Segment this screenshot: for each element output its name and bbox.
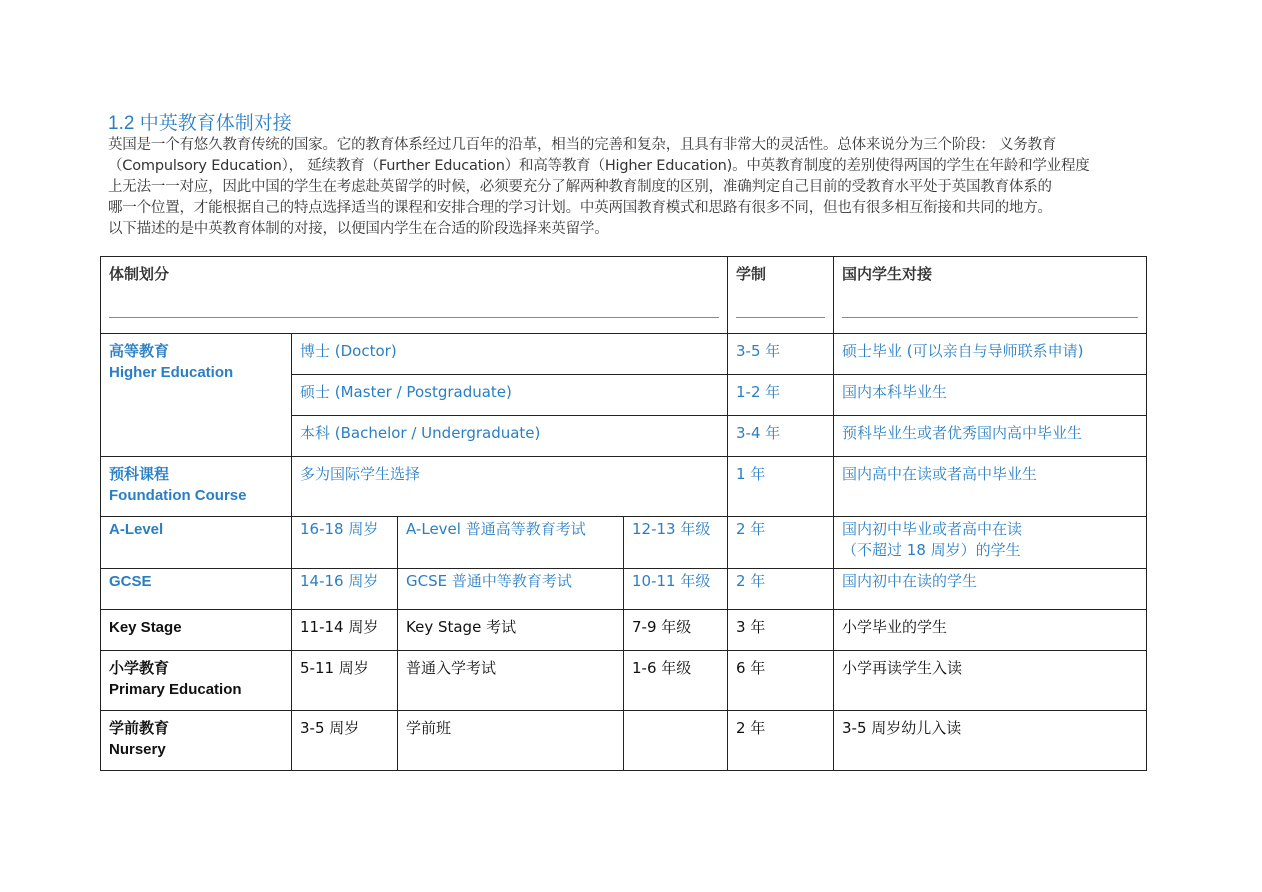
nursery-cell	[101, 711, 292, 771]
alevel-domestic	[834, 517, 1147, 569]
table-row	[101, 457, 1147, 517]
keystage-age: 11-14 周岁	[292, 610, 398, 651]
nursery-duration: 2 年	[728, 711, 834, 771]
foundation-duration: 1 年	[728, 457, 834, 517]
education-table	[100, 256, 1147, 771]
primary-grade: 1-6 年级	[624, 651, 728, 711]
doctor-degree: 博士 (Doctor)	[292, 334, 728, 375]
intro-line: 上无法一一对应，因此中国的学生在考虑赴英留学的时候，必须要充分了解两种教育制度的区别，准确判定自己目前的受教育水平处于英国教育体系的	[108, 179, 1052, 195]
doctor-duration: 3-5 年	[728, 334, 834, 375]
keystage-grade: 7-9 年级	[624, 610, 728, 651]
header-domestic-cell	[834, 257, 1147, 334]
bachelor-duration: 3-4 年	[728, 416, 834, 457]
bachelor-degree: 本科 (Bachelor / Undergraduate)	[292, 416, 728, 457]
intro-line: （Compulsory Education）， 延续教育（Further Education）和高等教育（Higher Education)。中英教育制度的差别使得两国的学生在年龄和学业程度	[108, 158, 1090, 174]
table-row	[101, 569, 1147, 610]
primary-cn: 小学教育	[109, 659, 170, 677]
primary-exam: 普通入学考试	[398, 651, 624, 711]
gcse-name: GCSE	[101, 569, 292, 610]
alevel-age: 16-18 周岁	[292, 517, 398, 569]
gcse-domestic: 国内初中在读的学生	[834, 569, 1147, 610]
keystage-domestic: 小学毕业的学生	[834, 610, 1147, 651]
table-row	[101, 610, 1147, 651]
keystage-name: Key Stage	[101, 610, 292, 651]
nursery-age: 3-5 周岁	[292, 711, 398, 771]
header-domestic-label: 国内学生对接	[842, 265, 933, 283]
keystage-exam: Key Stage 考试	[398, 610, 624, 651]
nursery-en: Nursery	[109, 741, 166, 758]
table-row	[101, 334, 1147, 375]
header-duration-cell	[728, 257, 834, 334]
gcse-exam: GCSE 普通中等教育考试	[398, 569, 624, 610]
intro-line: 哪一个位置，才能根据自己的特点选择适当的课程和安排合理的学习计划。中英两国教育模式和思路有很多不同，但也有很多相互衔接和共同的地方。	[108, 200, 1052, 216]
table-row	[101, 711, 1147, 771]
intro-line: 以下描述的是中英教育体制的对接，以便国内学生在合适的阶段选择来英留学。	[108, 221, 609, 237]
primary-en: Primary Education	[109, 681, 242, 698]
higher-education-cn: 高等教育	[109, 342, 170, 360]
master-degree: 硕士 (Master / Postgraduate)	[292, 375, 728, 416]
higher-education-cell	[101, 334, 292, 457]
alevel-domestic-line: （不超过 18 周岁）的学生	[842, 541, 1021, 559]
table-row	[101, 517, 1147, 569]
primary-age: 5-11 周岁	[292, 651, 398, 711]
primary-cell	[101, 651, 292, 711]
higher-education-en: Higher Education	[109, 364, 234, 381]
intro-paragraph	[108, 135, 1150, 240]
nursery-exam: 学前班	[398, 711, 624, 771]
intro-line: 英国是一个有悠久教育传统的国家。它的教育体系经过几百年的沿革，相当的完善和复杂，且具有非常大的灵活性。总体来说分为三个阶段： 义务教育	[108, 137, 1057, 153]
master-duration: 1-2 年	[728, 375, 834, 416]
header-duration-label: 学制	[736, 265, 767, 283]
alevel-exam: A-Level 普通高等教育考试	[398, 517, 624, 569]
alevel-grade: 12-13 年级	[624, 517, 728, 569]
alevel-duration: 2 年	[728, 517, 834, 569]
nursery-cn: 学前教育	[109, 719, 170, 737]
foundation-cell	[101, 457, 292, 517]
foundation-cn: 预科课程	[109, 465, 170, 483]
master-domestic: 国内本科毕业生	[834, 375, 1147, 416]
keystage-duration: 3 年	[728, 610, 834, 651]
header-system-label: 体制划分	[109, 265, 170, 283]
nursery-grade	[624, 711, 728, 771]
doctor-domestic: 硕士毕业 (可以亲自与导师联系申请)	[834, 334, 1147, 375]
table-header-row	[101, 257, 1147, 334]
foundation-domestic: 国内高中在读或者高中毕业生	[834, 457, 1147, 517]
gcse-duration: 2 年	[728, 569, 834, 610]
alevel-name: A-Level	[101, 517, 292, 569]
section-heading: 1.2 中英教育体制对接	[108, 113, 292, 134]
gcse-grade: 10-11 年级	[624, 569, 728, 610]
alevel-domestic-line: 国内初中毕业或者高中在读	[842, 520, 1023, 538]
primary-domestic: 小学再读学生入读	[834, 651, 1147, 711]
primary-duration: 6 年	[728, 651, 834, 711]
table-row	[101, 651, 1147, 711]
bachelor-domestic: 预科毕业生或者优秀国内高中毕业生	[834, 416, 1147, 457]
gcse-age: 14-16 周岁	[292, 569, 398, 610]
foundation-en: Foundation Course	[109, 487, 247, 504]
nursery-domestic: 3-5 周岁幼儿入读	[834, 711, 1147, 771]
header-system-cell	[101, 257, 728, 334]
foundation-desc: 多为国际学生选择	[292, 457, 728, 517]
